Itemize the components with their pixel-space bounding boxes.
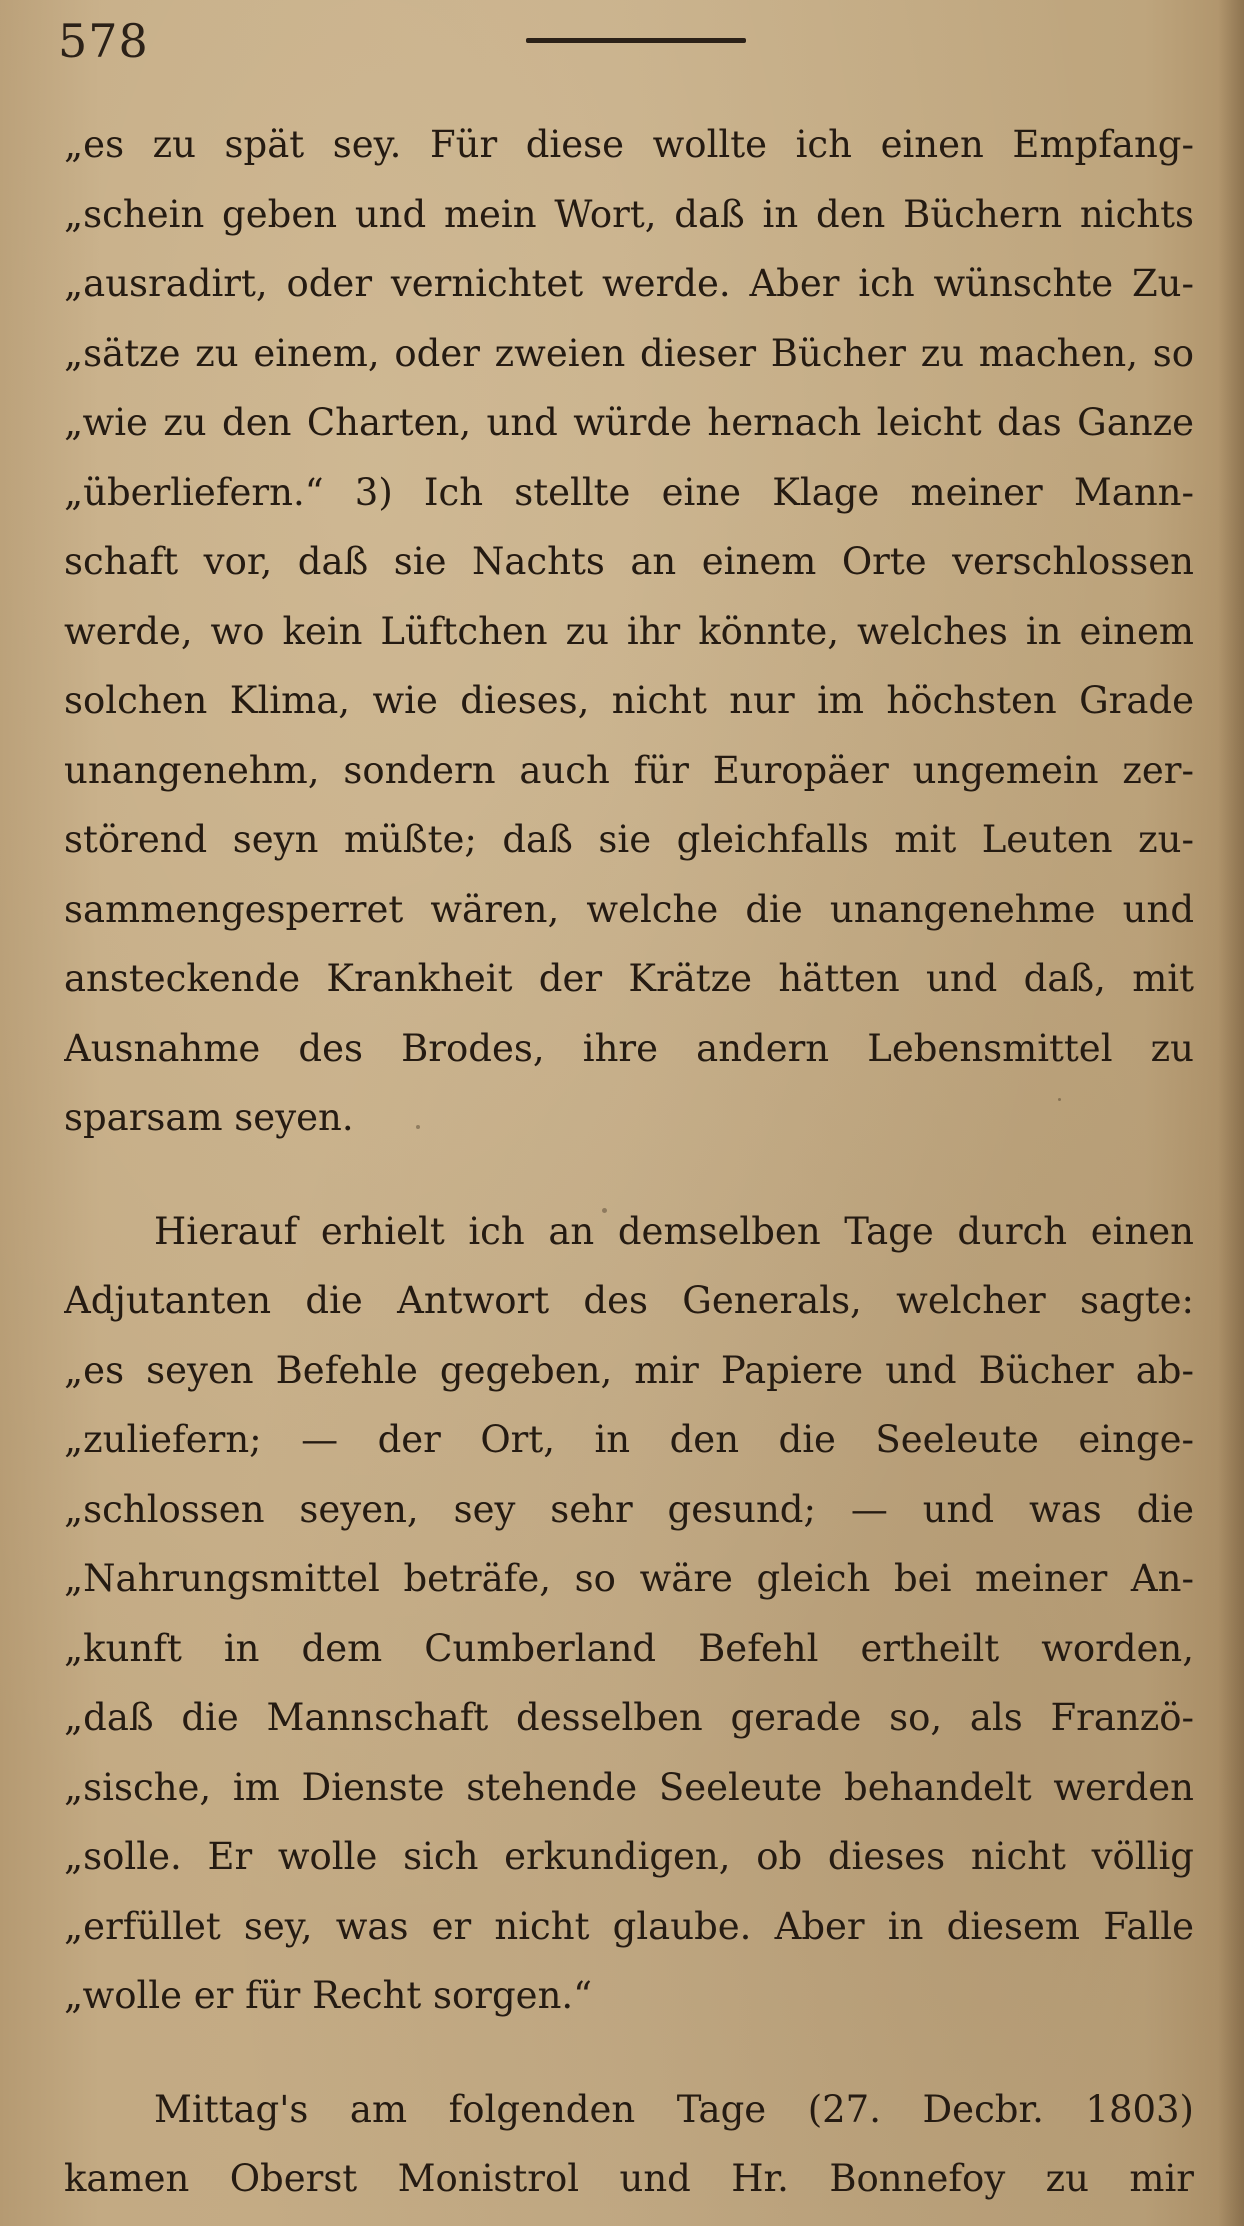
text-line: solchen Klima, wie dieses, nicht nur im höchsten Grade [64,679,1194,722]
text-line: „es seyen Befehle gegeben, mir Papiere und Bücher ab- [64,1348,1194,1392]
paragraph [64,110,1194,1153]
ink-speck [1058,1098,1061,1101]
text-line: schaft vor, daß sie Nachts an einem Orte verschlossen [64,540,1194,583]
text-line: „schlossen seyen, sey sehr gesund; — und was die [64,1487,1194,1531]
text-line: Ausnahme des Brodes, ihre andern Lebensmittel zu [64,1026,1194,1070]
text-line: unangenehm, sondern auch für Europäer ungemein zer- [64,748,1194,792]
ink-speck [416,1125,420,1129]
text-line: „schein geben und mein Wort, daß in den Büchern nichts [64,192,1194,236]
text-line: sparsam seyen. [64,1096,354,1139]
paragraph [64,2075,1194,2214]
text-line: Adjutanten die Antwort des Generals, welcher sagte: [64,1279,1194,1322]
text-line: Mittag's am folgenden Tage (27. Decbr. 1803) [154,2087,1194,2131]
text-line: „Nahrungsmittel beträfe, so wäre gleich bei meiner An- [64,1557,1194,1600]
page-number: 578 [58,14,149,68]
text-line: „daß die Mannschaft desselben gerade so, als Franzö- [64,1696,1194,1739]
ink-speck [602,1208,607,1213]
text-line: „sische, im Dienste stehende Seeleute behandelt werden [64,1765,1194,1809]
paragraph-gap [64,2031,1194,2075]
text-line: Hierauf erhielt ich an demselben Tage durch einen [154,1209,1194,1253]
text-line: „wolle er für Recht sorgen.“ [64,1974,593,2017]
text-line: sammengesperret wären, welche die unangenehme und [64,887,1194,931]
text-line: ansteckende Krankheit der Krätze hätten und daß, mit [64,957,1194,1000]
text-line: kamen Oberst Monistrol und Hr. Bonnefoy zu mir [64,2157,1194,2200]
text-line: „solle. Er wolle sich erkundigen, ob dieses nicht völlig [64,1835,1194,1878]
body-text [64,110,1194,2214]
text-line: „zuliefern; — der Ort, in den die Seeleute einge- [64,1418,1194,1461]
text-line: „überliefern.“ 3) Ich stellte eine Klage meiner Mann- [64,470,1194,514]
text-line: „kunft in dem Cumberland Befehl ertheilt worden, [64,1626,1194,1670]
text-line: „wie zu den Charten, und würde hernach leicht das Ganze [64,401,1194,444]
text-line: störend seyn müßte; daß sie gleichfalls mit Leuten zu- [64,818,1194,861]
paragraph-gap [64,1153,1194,1197]
text-line: „es zu spät sey. Für diese wollte ich einen Empfang- [64,123,1194,166]
text-line: „sätze zu einem, oder zweien dieser Bücher zu machen, so [64,331,1194,375]
page-edge-shadow [1218,0,1244,2226]
paragraph [64,1197,1194,2031]
text-line: „erfüllet sey, was er nicht glaube. Aber in diesem Falle [64,1904,1194,1948]
header-rule [526,38,746,43]
text-line: werde, wo kein Lüftchen zu ihr könnte, welches in einem [64,609,1194,653]
text-line: „ausradirt, oder vernichtet werde. Aber ich wünschte Zu- [64,262,1194,305]
